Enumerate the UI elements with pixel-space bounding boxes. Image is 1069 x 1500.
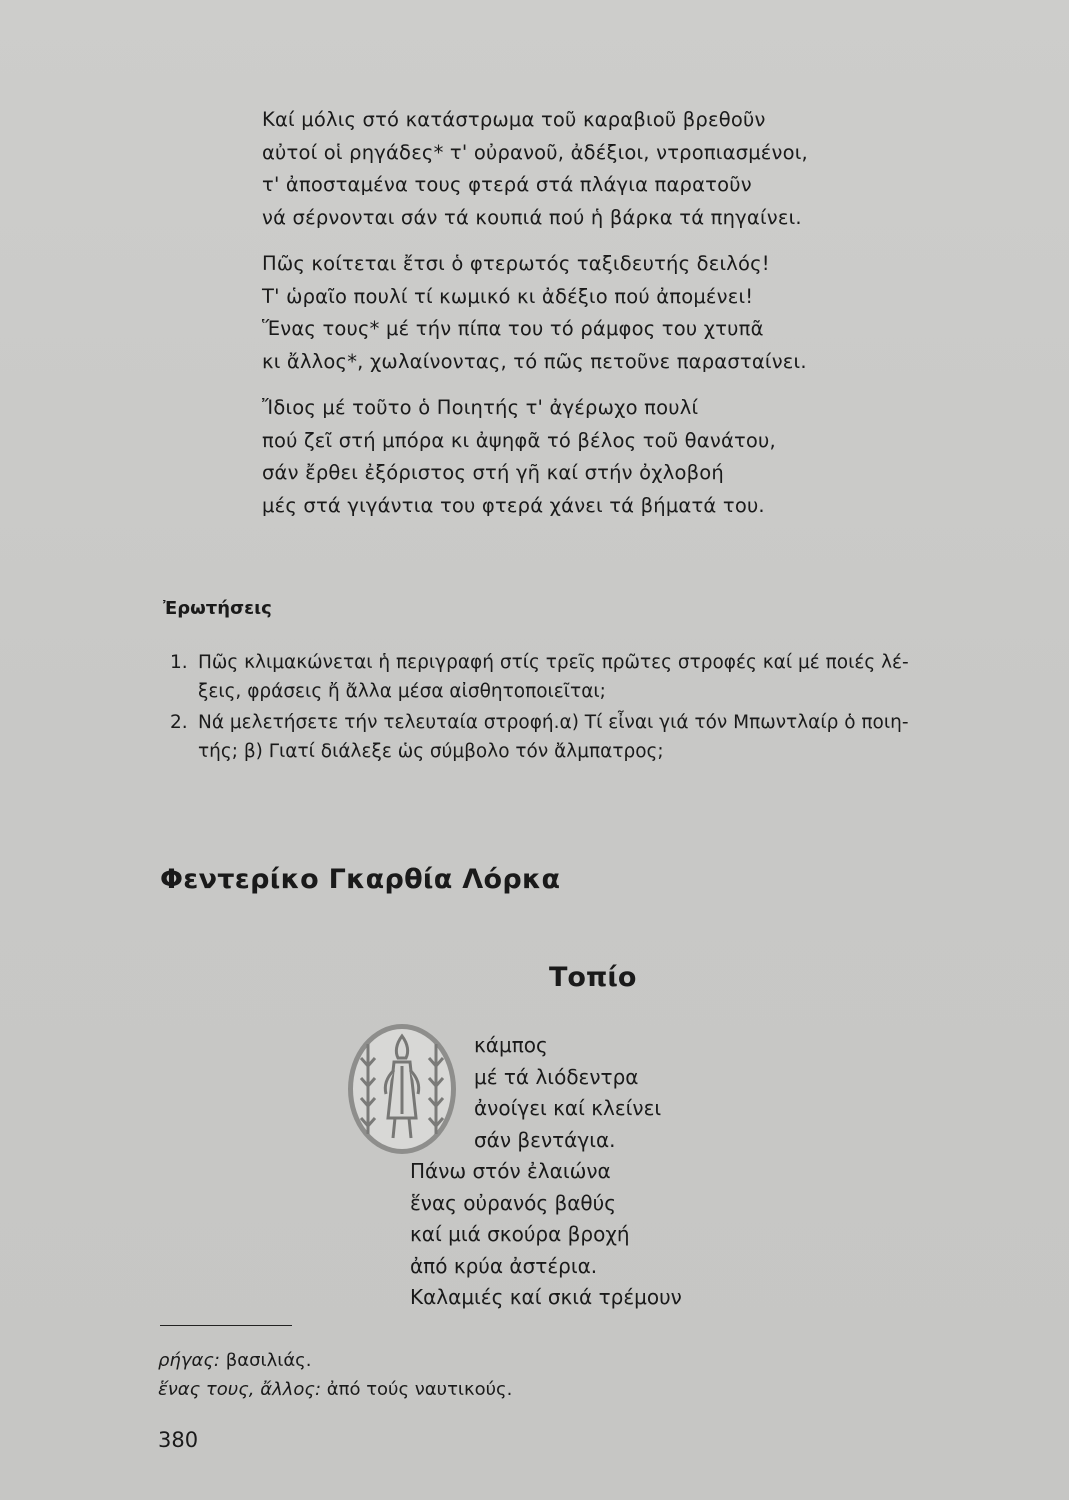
- poem-line: αὐτοί οἱ ρηγάδες* τ' οὐρανοῦ, ἀδέξιοι, ντροπιασμένοι,: [262, 140, 808, 164]
- question-number: 2.: [170, 712, 188, 733]
- poem-line: ἕνας οὐρανός βαθύς: [410, 1190, 616, 1215]
- footnote-divider: [160, 1325, 292, 1326]
- poem-line: καί μιά σκούρα βροχή: [410, 1222, 630, 1246]
- poem-line: Πῶς κοίτεται ἔτσι ὁ φτερωτός ταξιδευτής δειλός!: [262, 252, 770, 275]
- question-item: [170, 708, 910, 766]
- footnote-definition: ἀπό τούς ναυτικούς.: [326, 1379, 513, 1400]
- poem-line: Ἕνας τους* μέ τήν πίπα του τό ράμφος του χτυπᾶ: [262, 317, 764, 340]
- footnote: [158, 1346, 512, 1375]
- question-line: τής; β) Γιατί διάλεξε ὡς σύμβολο τόν ἄλμπατρος;: [198, 741, 664, 762]
- question-item: [170, 648, 910, 706]
- footnote-term: ρήγας:: [158, 1350, 220, 1371]
- stanza: [262, 104, 962, 234]
- poem-line: Ἴδιος μέ τοῦτο ὁ Ποιητής τ' ἀγέρωχο πουλί: [262, 396, 699, 419]
- page-number: 380: [158, 1428, 199, 1452]
- poem-line: κάμπος: [474, 1033, 548, 1057]
- poet-name-heading: Φεντερίκο Γκαρθία Λόρκα: [160, 864, 561, 895]
- question-number: 1.: [170, 652, 188, 673]
- poem-line: Καί μόλις στό κατάστρωμα τοῦ καραβιοῦ βρεθοῦν: [262, 108, 766, 131]
- poem-line: Τ' ὡραῖο πουλί τί κωμικό κι ἀδέξιο πού ἀπομένει!: [262, 284, 754, 308]
- poem-line: μές στά γιγάντια του φτερά χάνει τά βήματά του.: [262, 493, 765, 517]
- poem-line: πού ζεῖ στή μπόρα κι ἀψηφᾶ τό βέλος τοῦ θανάτου,: [262, 428, 776, 452]
- poem-line: κι ἄλλος*, χωλαίνοντας, τό πῶς πετοῦνε παρασταίνει.: [262, 349, 807, 373]
- poem-line: ἀνοίγει καί κλείνει: [474, 1096, 662, 1120]
- question-text: [198, 708, 910, 766]
- question-line: ξεις, φράσεις ἤ ἄλλα μέσα αἰσθητοποιεῖται;: [198, 681, 606, 702]
- poem-line: Πάνω στόν ἐλαιώνα: [410, 1159, 611, 1183]
- question-line: Νά μελετήσετε τήν τελευταία στροφή.α) Τί εἶναι γιά τόν Μπωντλαίρ ὁ ποιη-: [198, 712, 909, 733]
- poem-line: τ' ἀποσταμένα τους φτερά στά πλάγια παρατοῦν: [262, 173, 752, 196]
- poem-line: μέ τά λιόδεντρα: [474, 1064, 639, 1089]
- footnote-term: ἕνας τους, ἄλλος:: [158, 1379, 322, 1400]
- questions-heading: Ἐρωτήσεις: [163, 598, 272, 619]
- footnotes: [158, 1346, 512, 1404]
- poem-title: Τοπίο: [549, 962, 637, 993]
- questions-list: [170, 648, 910, 768]
- footnote: [158, 1375, 512, 1404]
- poem-line: νά σέρνονται σάν τά κουπιά πού ἡ βάρκα τά πηγαίνει.: [262, 205, 802, 229]
- poem-line: σάν βεντάγια.: [474, 1127, 616, 1152]
- poem-line: σάν ἔρθει ἐξόριστος στή γῆ καί στήν ὀχλοβοή: [262, 461, 724, 484]
- poem-landscape: [410, 1030, 682, 1314]
- poem-albatross-excerpt: [262, 104, 962, 536]
- stanza: [262, 392, 962, 522]
- footnote-definition: βασιλιάς.: [225, 1350, 312, 1371]
- stanza: [262, 248, 962, 378]
- poem-line: Καλαμιές καί σκιά τρέμουν: [410, 1285, 682, 1309]
- poem-line: ἀπό κρύα ἀστέρια.: [410, 1253, 598, 1278]
- question-line: Πῶς κλιμακώνεται ἡ περιγραφή στίς τρεῖς πρῶτες στροφές καί μέ ποιές λέ-: [198, 652, 909, 673]
- question-text: [198, 648, 910, 706]
